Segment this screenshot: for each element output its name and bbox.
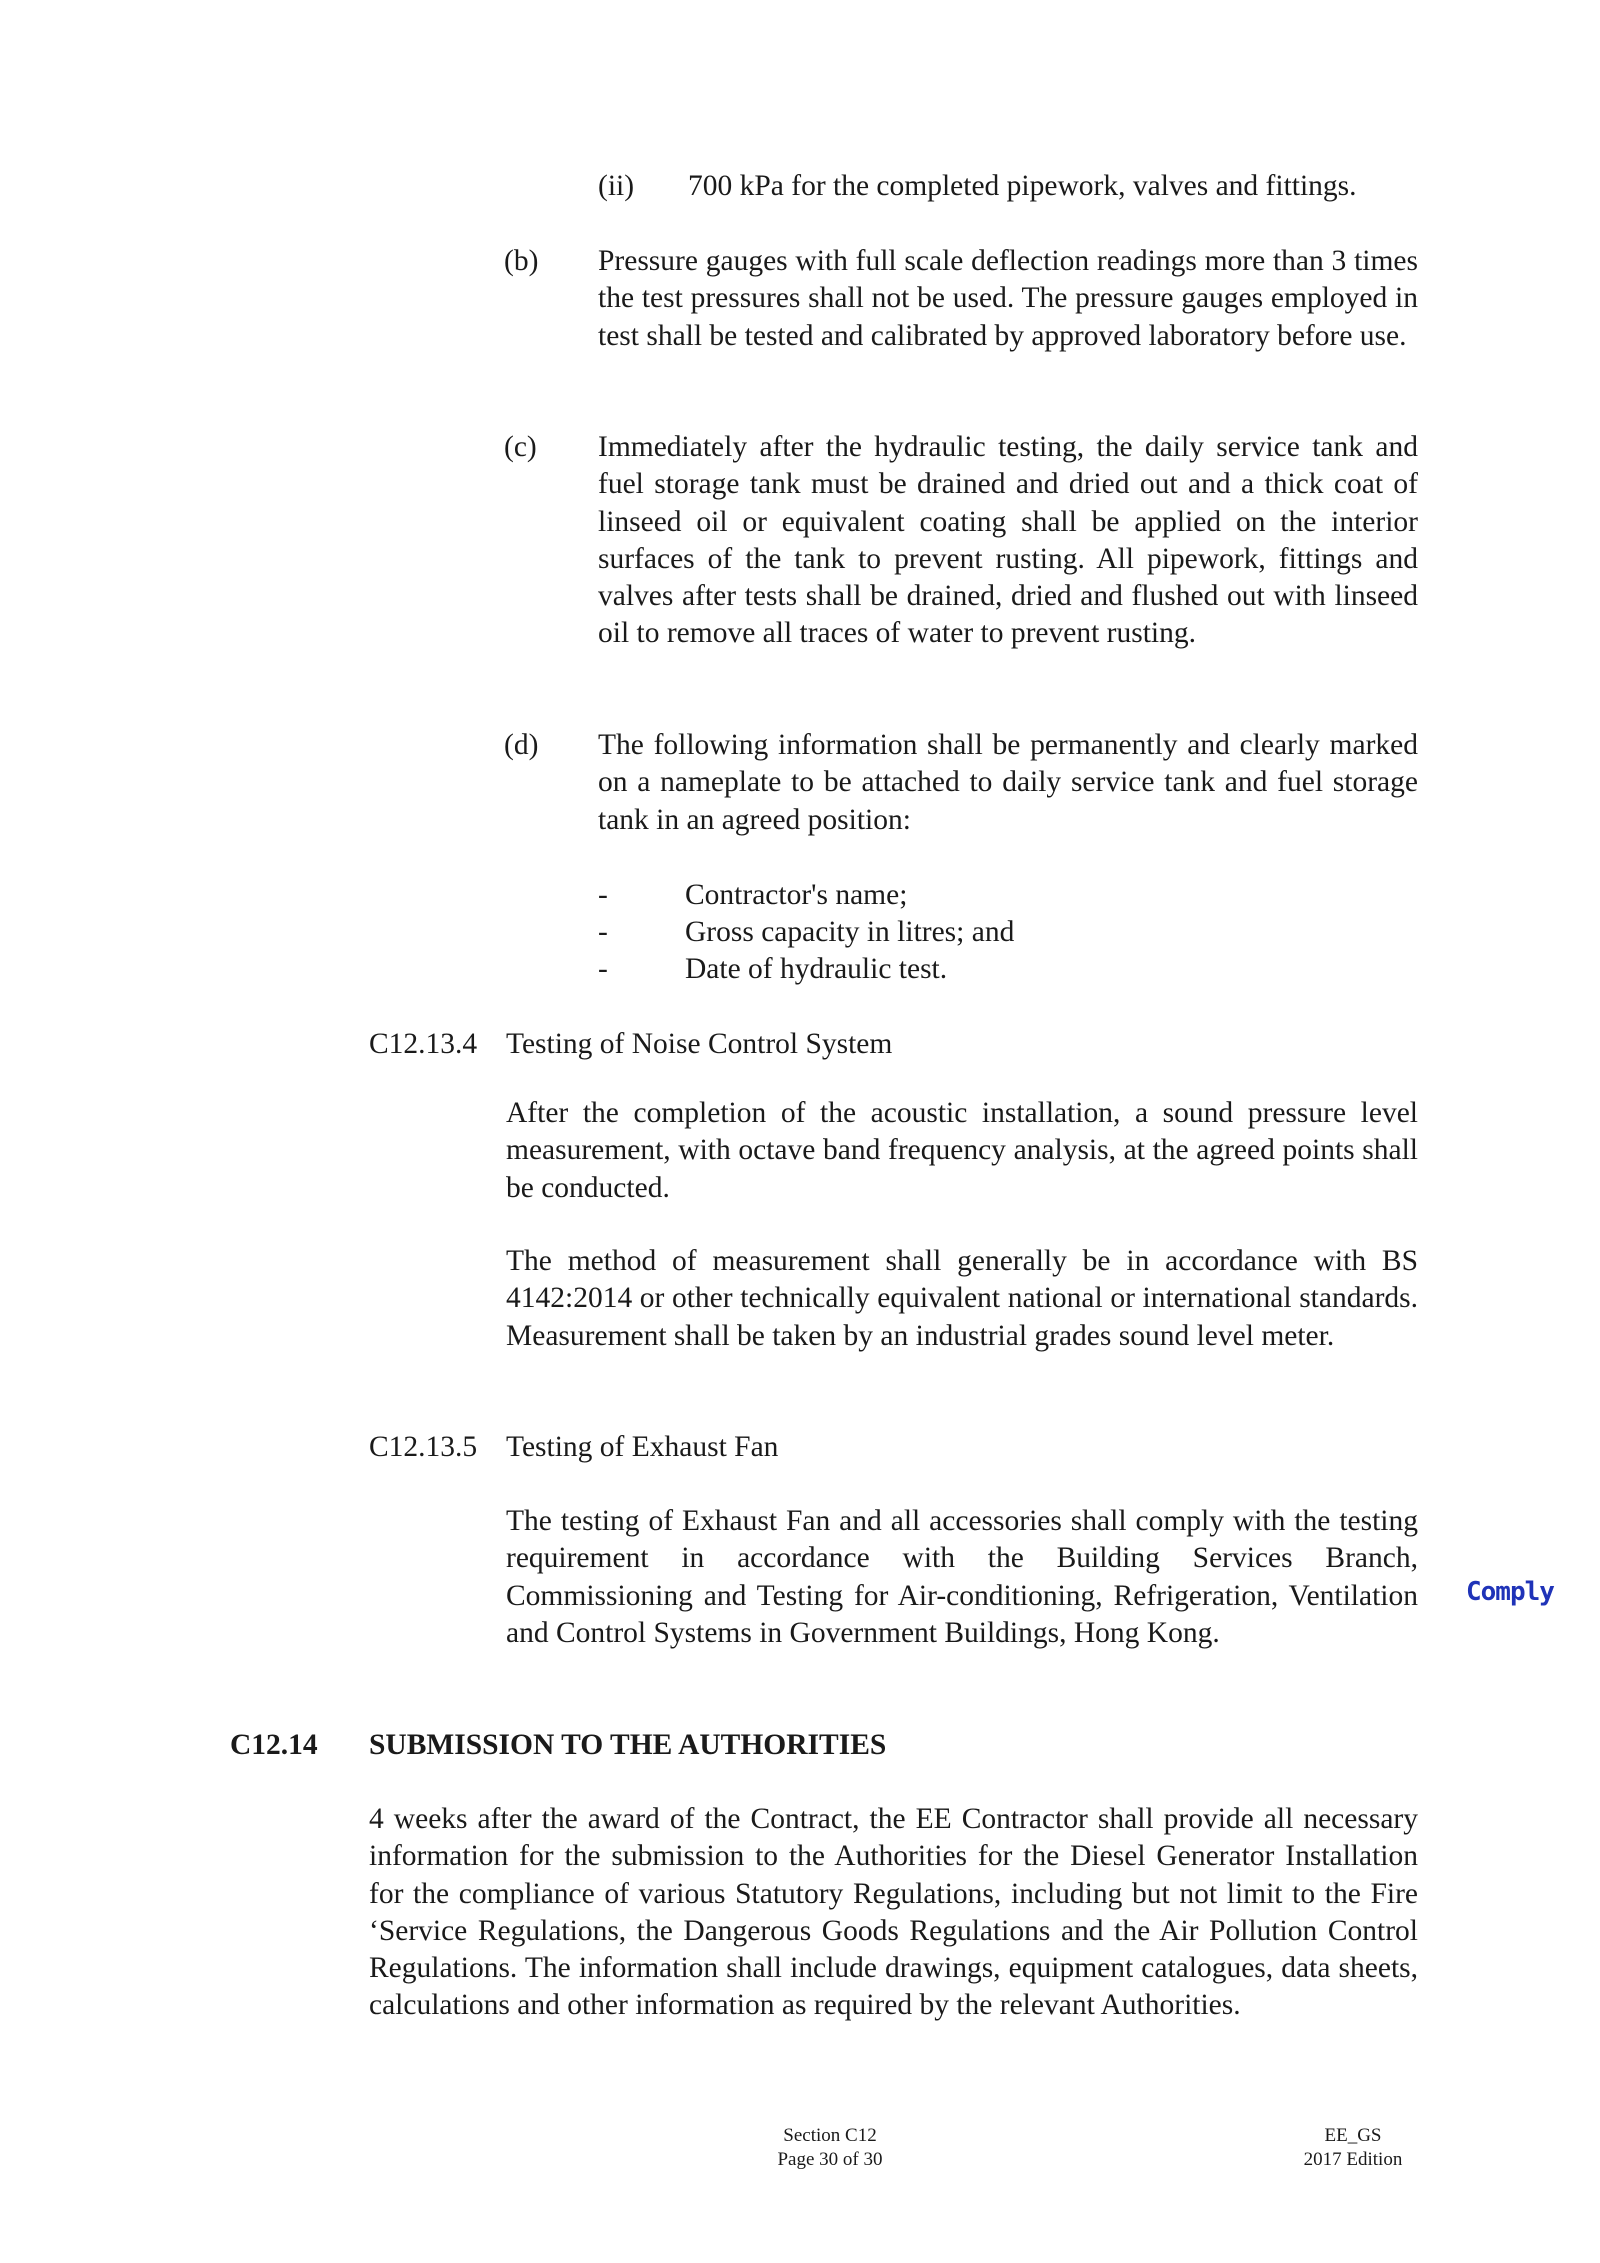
section-number-c12-14: C12.14 — [230, 1729, 318, 1761]
paragraph-submission: 4 weeks after the award of the Contract, the EE Contractor shall provide all necessary information for the submission to the Authorities for the Diesel Generator Installation for the compliance of various Statutory Regulations, including but not limit to the Fire ‘Service Regulations, the Dangerous Goods Regulations and the Air Pollution Control Regulations. The information shall include drawings, equipment catalogues, data sheets, calculations and other information as required by the relevant Authorities. — [369, 1803, 1418, 2022]
footer-page-number: Page 30 of 30 — [777, 2149, 883, 2170]
item-label-ii: (ii) — [598, 170, 635, 202]
list-item — [598, 877, 608, 914]
list-item-text: Date of hydraulic test. — [685, 953, 948, 985]
item-label-c: (c) — [504, 431, 537, 463]
item-label-b: (b) — [504, 245, 539, 277]
paragraph-noise-2: The method of measurement shall generally be in accordance with BS 4142:2014 or other technically equivalent national or international standards. Measurement shall be taken by an industrial grades sound level meter. — [506, 1245, 1418, 1352]
bullet-dash: - — [598, 953, 608, 985]
item-text-d: The following information shall be permanently and clearly marked on a nameplate to be attached to daily service tank and fuel storage tank in an agreed position: — [598, 729, 1418, 836]
bullet-dash: - — [598, 916, 608, 948]
section-title-c12-13-5: Testing of Exhaust Fan — [506, 1431, 779, 1463]
list-item-text: Contractor's name; — [685, 879, 908, 911]
section-number-c12-13-4: C12.13.4 — [369, 1028, 478, 1060]
comply-annotation: Comply — [1466, 1577, 1554, 1607]
list-item-text: Gross capacity in litres; and — [685, 916, 1015, 948]
section-number-c12-13-5: C12.13.5 — [369, 1431, 478, 1463]
footer-doc-code: EE_GS — [1324, 2125, 1382, 2146]
footer-section: Section C12 — [783, 2125, 877, 2146]
bullet-dash: - — [598, 879, 608, 911]
item-text-b: Pressure gauges with full scale deflection readings more than 3 times the test pressures shall not be used. The pressure gauges employed in test shall be tested and calibrated by approved laboratory before use. — [598, 245, 1418, 352]
section-heading-c12-14: SUBMISSION TO THE AUTHORITIES — [369, 1729, 887, 1761]
item-text-ii: 700 kPa for the completed pipework, valves and fittings. — [688, 170, 1357, 202]
paragraph-exhaust-fan: The testing of Exhaust Fan and all accessories shall comply with the testing requirement in accordance with the Building Services Branch, Commissioning and Testing for Air-conditioning, Refrigeration, Ventilation and Control Systems in Government Buildings, Hong Kong. — [506, 1505, 1418, 1649]
section-title-c12-13-4: Testing of Noise Control System — [506, 1028, 893, 1060]
footer-right — [1268, 2124, 1438, 2172]
item-label-d: (d) — [504, 729, 539, 761]
footer-edition: 2017 Edition — [1303, 2149, 1403, 2170]
list-item — [598, 951, 608, 988]
list-item — [598, 914, 608, 951]
paragraph-noise-1: After the completion of the acoustic installation, a sound pressure level measurement, with octave band frequency analysis, at the agreed points shall be conducted. — [506, 1097, 1418, 1204]
item-text-c: Immediately after the hydraulic testing, the daily service tank and fuel storage tank must be drained and dried out and a thick coat of linseed oil or equivalent coating shall be applied on the interior surfaces of the tank to prevent rusting. All pipework, fittings and valves after tests shall be drained, dried and flushed out with linseed oil to remove all traces of water to prevent rusting. — [598, 431, 1418, 650]
footer-center — [730, 2124, 930, 2172]
